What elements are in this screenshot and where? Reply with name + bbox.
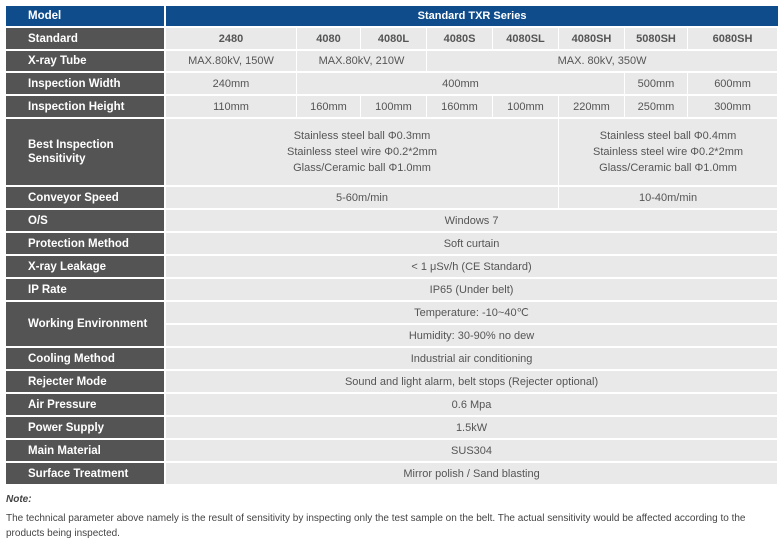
value-cell: 250mm [625,96,688,119]
value-cell: MAX. 80kV, 350W [427,51,778,73]
model-cell: 2480 [166,28,297,51]
leakage-label: X-ray Leakage [6,256,166,279]
rejecter-label: Rejecter Mode [6,371,166,394]
ip-rate-label: IP Rate [6,279,166,302]
sensitivity-label-line: Sensitivity [28,153,86,165]
protection-row [6,233,778,256]
note-title: Note: [6,494,32,505]
value-cell: Mirror polish / Sand blasting [166,463,778,486]
spec-table [6,6,778,486]
cooling-label: Cooling Method [6,348,166,371]
sensitivity-row [6,119,778,187]
value-cell: 160mm [427,96,493,119]
power-label: Power Supply [6,417,166,440]
value-cell: 240mm [166,73,297,96]
value-cell: 0.6 Mpa [166,394,778,417]
sensitivity-line: Stainless steel ball Φ0.3mm [293,130,431,142]
model-cell: 4080S [427,28,493,51]
inspection-height-row [6,96,778,119]
sensitivity-line: Stainless steel wire Φ0.2*2mm [593,146,744,158]
power-row [6,417,778,440]
value-cell: MAX.80kV, 210W [297,51,427,73]
os-row [6,210,778,233]
rejecter-row [6,371,778,394]
material-label: Main Material [6,440,166,463]
ip-rate-row [6,279,778,302]
cooling-row [6,348,778,371]
model-cell: 4080 [297,28,361,51]
conveyor-speed-label: Conveyor Speed [6,187,166,210]
sensitivity-line: Glass/Ceramic ball Φ1.0mm [293,162,431,174]
standard-row [6,28,778,51]
model-cell: 4080SH [559,28,625,51]
value-cell: SUS304 [166,440,778,463]
model-cell: 4080L [361,28,427,51]
value-cell: IP65 (Under belt) [166,279,778,302]
value-cell: 500mm [625,73,688,96]
value-cell: 160mm [297,96,361,119]
environment-row [6,302,778,325]
value-cell: 100mm [361,96,427,119]
value-cell: Temperature: -10~40℃ [166,302,778,325]
os-label: O/S [6,210,166,233]
inspection-width-row [6,73,778,96]
conveyor-speed-row [6,187,778,210]
series-title: Standard TXR Series [166,6,778,28]
value-cell: 5-60m/min [166,187,559,210]
xray-tube-label: X-ray Tube [6,51,166,73]
leakage-row [6,256,778,279]
sensitivity-label-line: Best Inspection [28,139,114,151]
model-row [6,6,778,28]
value-cell: Sound and light alarm, belt stops (Rejecter optional) [166,371,778,394]
model-cell: 5080SH [625,28,688,51]
value-cell: MAX.80kV, 150W [166,51,297,73]
value-cell: 10-40m/min [559,187,778,210]
surface-label: Surface Treatment [6,463,166,486]
value-cell: Humidity: 30-90% no dew [166,325,778,348]
air-pressure-row [6,394,778,417]
note-text: The technical parameter above namely is the result of sensitivity by inspecting only the test sample on the belt. The actual sensitivity would be affected according to the products being inspected. [6,513,746,539]
value-cell: 1.5kW [166,417,778,440]
xray-tube-row [6,51,778,73]
value-cell: 600mm [688,73,778,96]
surface-row [6,463,778,486]
sensitivity-line: Stainless steel ball Φ0.4mm [599,130,737,142]
sensitivity-label [6,119,166,187]
value-cell: 400mm [297,73,625,96]
inspection-height-label: Inspection Height [6,96,166,119]
value-cell: Soft curtain [166,233,778,256]
value-cell: 110mm [166,96,297,119]
standard-label: Standard [6,28,166,51]
value-cell: 220mm [559,96,625,119]
model-cell: 6080SH [688,28,778,51]
value-cell: Windows 7 [166,210,778,233]
model-label: Model [6,6,166,28]
sensitivity-line: Stainless steel wire Φ0.2*2mm [287,146,437,158]
sensitivity-group-a [166,119,559,187]
value-cell: 100mm [493,96,559,119]
air-pressure-label: Air Pressure [6,394,166,417]
environment-label: Working Environment [6,302,166,348]
material-row [6,440,778,463]
sensitivity-line: Glass/Ceramic ball Φ1.0mm [599,162,737,174]
sensitivity-group-b [559,119,778,187]
value-cell: Industrial air conditioning [166,348,778,371]
inspection-width-label: Inspection Width [6,73,166,96]
protection-label: Protection Method [6,233,166,256]
model-cell: 4080SL [493,28,559,51]
value-cell: < 1 μSv/h (CE Standard) [166,256,778,279]
value-cell: 300mm [688,96,778,119]
